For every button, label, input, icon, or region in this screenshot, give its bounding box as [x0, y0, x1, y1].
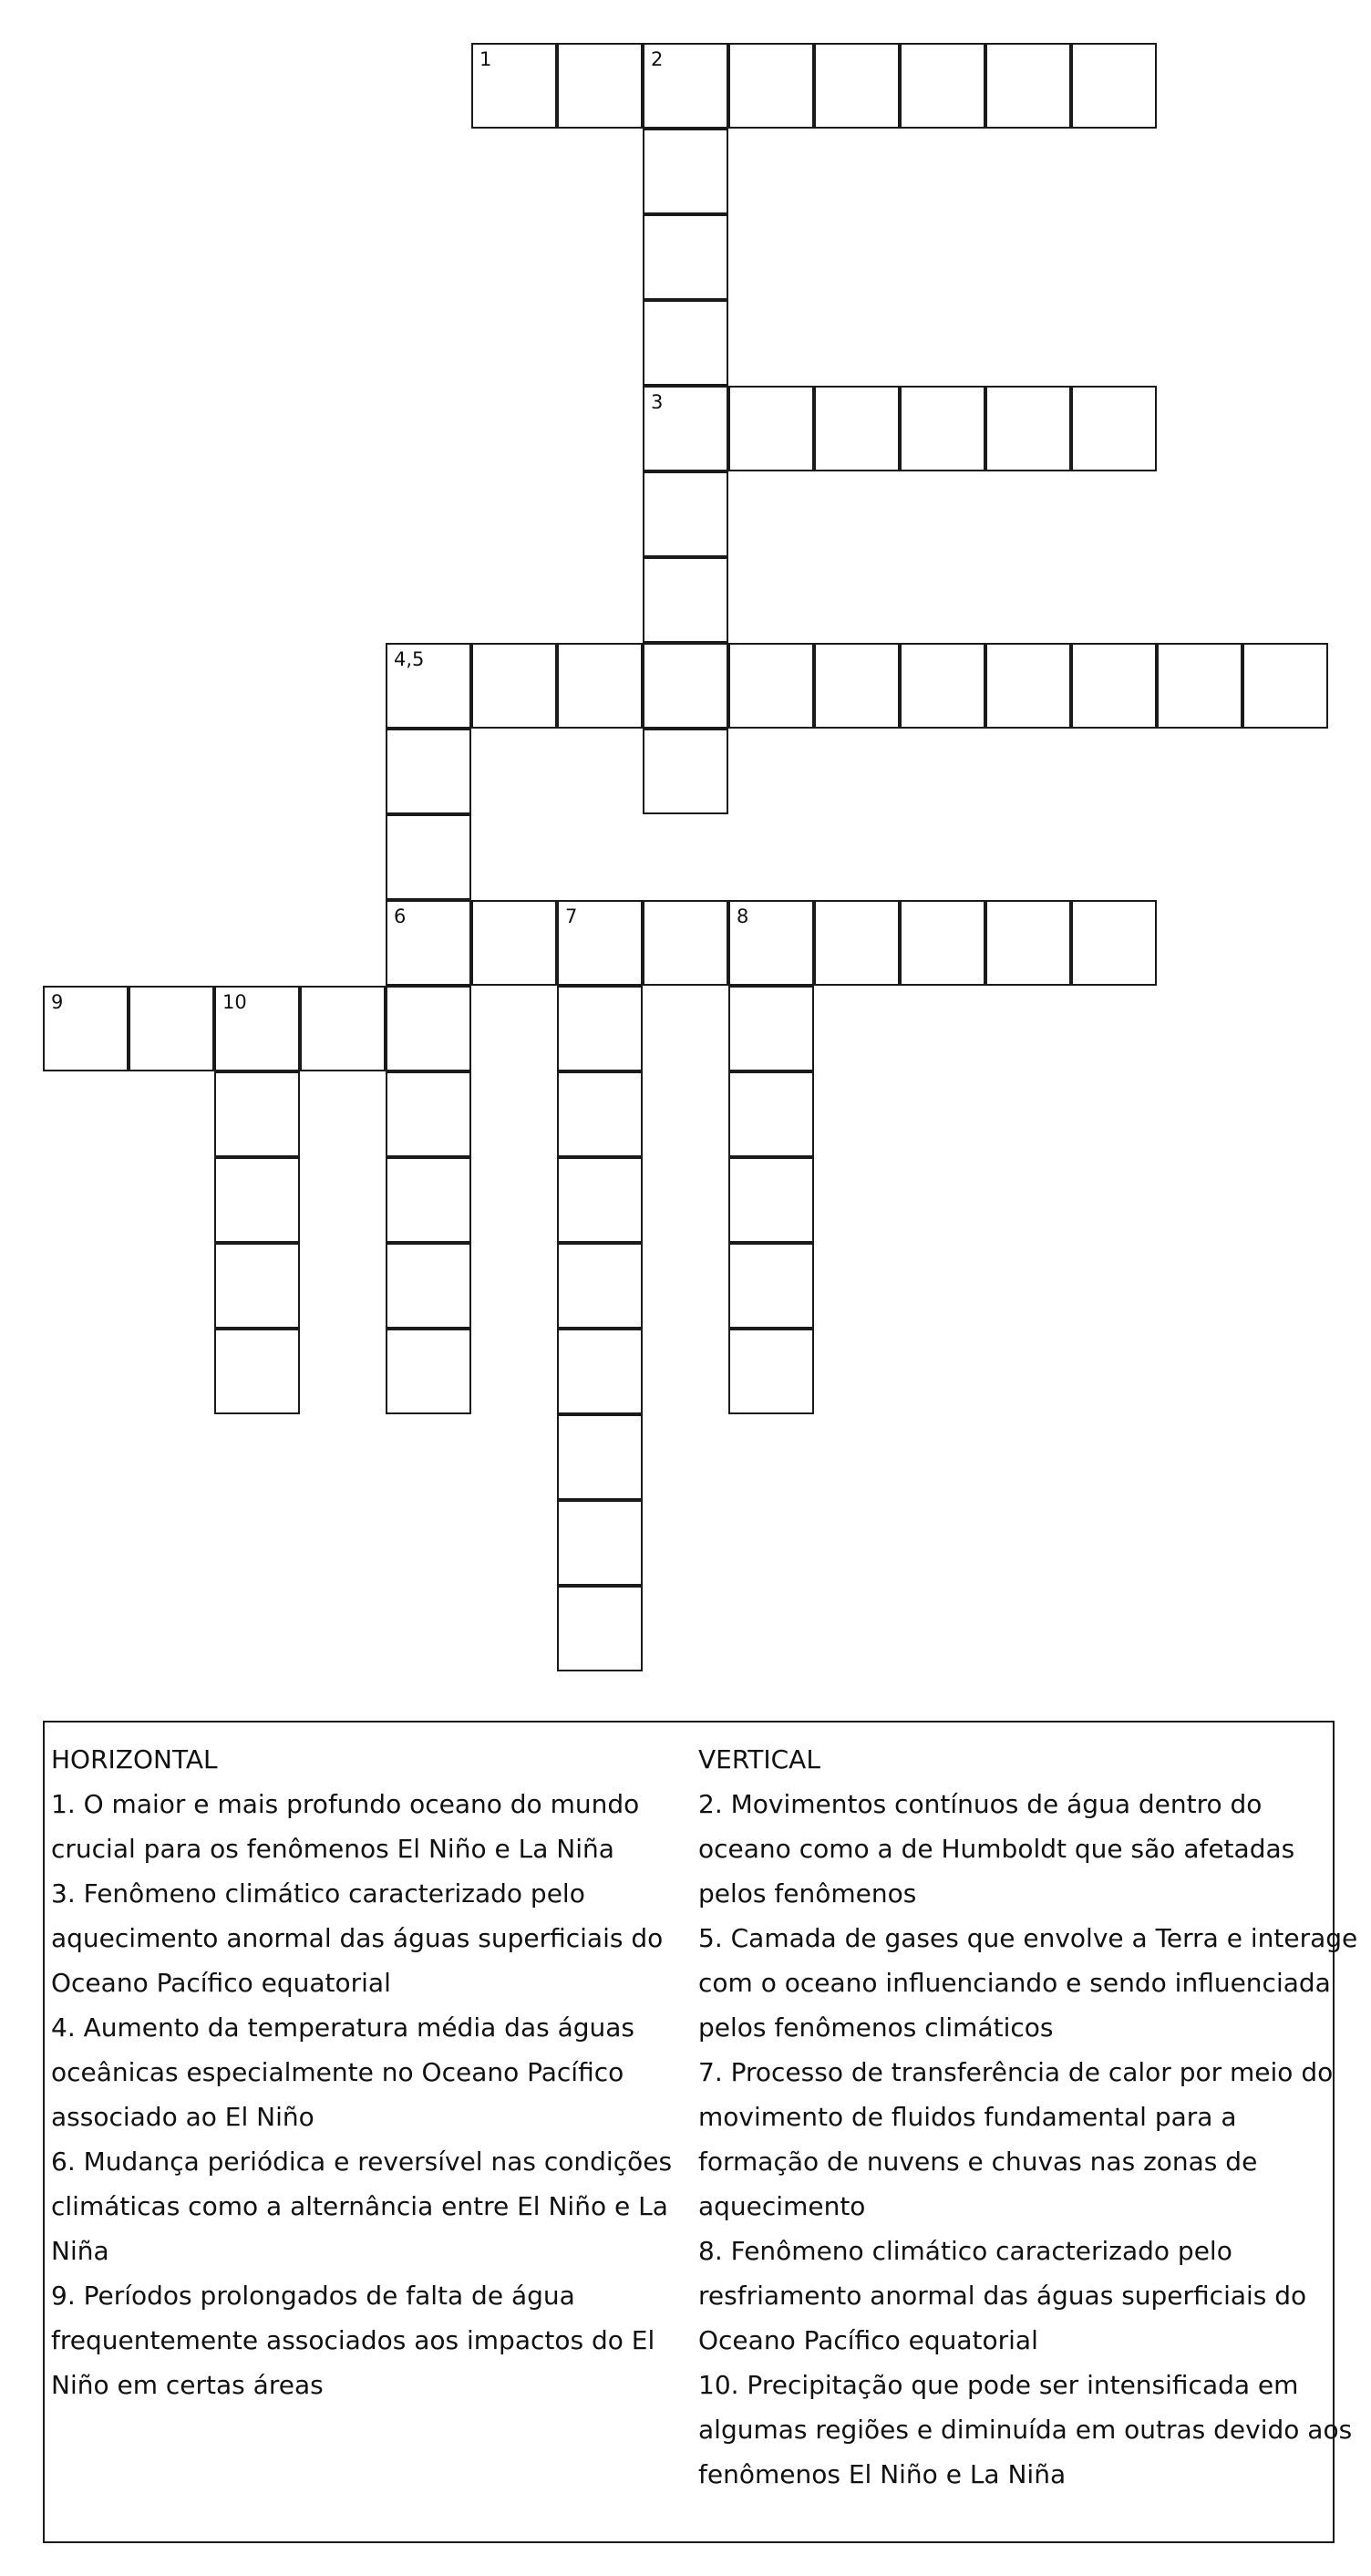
crossword-cell[interactable]	[643, 643, 728, 729]
crossword-cell[interactable]	[386, 1071, 471, 1157]
crossword-cell[interactable]	[1071, 386, 1157, 471]
vertical-clue-line: Oceano Pacífico equatorial	[698, 2325, 1038, 2355]
vertical-clue-line: algumas regiões e diminuída em outras devido aos	[698, 2415, 1353, 2445]
crossword-cell[interactable]	[643, 900, 728, 986]
crossword-cell[interactable]	[214, 1243, 300, 1329]
horizontal-clue-line: Oceano Pacífico equatorial	[51, 1968, 391, 1998]
crossword-cell[interactable]	[1242, 643, 1328, 729]
crossword-cell[interactable]	[728, 643, 814, 729]
crossword-cell[interactable]	[1071, 900, 1157, 986]
crossword-cell[interactable]	[643, 214, 728, 300]
crossword-cell-6[interactable]	[386, 900, 471, 986]
crossword-cell[interactable]	[557, 1586, 643, 1671]
horizontal-clue-line: oceânicas especialmente no Oceano Pacífico	[51, 2057, 624, 2087]
horizontal-clue-line: associado ao El Niño	[51, 2102, 314, 2132]
crossword-cell[interactable]	[985, 643, 1071, 729]
crossword-cell[interactable]	[728, 986, 814, 1071]
vertical-clue-line: pelos fenômenos climáticos	[698, 2012, 1054, 2043]
vertical-clue-line: 10. Precipitação que pode ser intensificada em	[698, 2370, 1299, 2400]
vertical-clue-line: 8. Fenômeno climático caracterizado pelo	[698, 2236, 1232, 2266]
crossword-cell[interactable]	[386, 1329, 471, 1414]
crossword-cell[interactable]	[643, 300, 728, 386]
clue-number: 2	[651, 48, 664, 70]
crossword-cell[interactable]	[557, 986, 643, 1071]
crossword-cell[interactable]	[814, 386, 900, 471]
crossword-cell[interactable]	[557, 1243, 643, 1329]
crossword-cell[interactable]	[557, 1414, 643, 1500]
crossword-cell[interactable]	[728, 43, 814, 129]
crossword-cell[interactable]	[557, 1500, 643, 1586]
vertical-clue-line: fenômenos El Niño e La Niña	[698, 2459, 1067, 2489]
crossword-cell-10[interactable]	[214, 986, 300, 1071]
vertical-clue-line: 5. Camada de gases que envolve a Terra e interage	[698, 1923, 1358, 1953]
crossword-cell[interactable]	[471, 900, 557, 986]
crossword-cell[interactable]	[900, 43, 985, 129]
crossword-cell[interactable]	[900, 900, 985, 986]
crossword-cell[interactable]	[557, 43, 643, 129]
crossword-cell-2[interactable]	[643, 43, 728, 129]
horizontal-clue-line: Niño em certas áreas	[51, 2370, 324, 2400]
crossword-cell[interactable]	[814, 900, 900, 986]
clue-number: 8	[737, 905, 749, 927]
crossword-cell-4-5[interactable]	[386, 643, 471, 729]
crossword-cell[interactable]	[643, 557, 728, 643]
horizontal-title: HORIZONTAL	[51, 1744, 218, 1774]
crossword-cell[interactable]	[728, 1329, 814, 1414]
horizontal-clue-line: 3. Fenômeno climático caracterizado pelo	[51, 1878, 585, 1909]
vertical-clue-line: formação de nuvens e chuvas nas zonas de	[698, 2147, 1258, 2177]
crossword-cell[interactable]	[900, 386, 985, 471]
crossword-cell[interactable]	[386, 1243, 471, 1329]
vertical-clues	[698, 1737, 1358, 2497]
crossword-cell-7[interactable]	[557, 900, 643, 986]
crossword-cell[interactable]	[985, 900, 1071, 986]
clue-number: 1	[479, 48, 492, 70]
vertical-clue-line: resfriamento anormal das águas superficiais do	[698, 2281, 1307, 2311]
horizontal-clue-line: 9. Períodos prolongados de falta de água	[51, 2281, 575, 2311]
clue-number: 7	[565, 905, 578, 927]
vertical-clue-line: movimento de fluidos fundamental para a	[698, 2102, 1237, 2132]
clue-number: 3	[651, 391, 664, 413]
crossword-cell[interactable]	[728, 1157, 814, 1243]
vertical-title: VERTICAL	[698, 1744, 820, 1774]
crossword-cell[interactable]	[386, 814, 471, 900]
crossword-cell[interactable]	[557, 1071, 643, 1157]
crossword-cell[interactable]	[214, 1329, 300, 1414]
crossword-cell[interactable]	[814, 643, 900, 729]
horizontal-clue-line: crucial para os fenômenos El Niño e La Niña	[51, 1834, 614, 1864]
crossword-cell[interactable]	[900, 643, 985, 729]
crossword-cell[interactable]	[1071, 643, 1157, 729]
horizontal-clue-line: aquecimento anormal das águas superficiais do	[51, 1923, 664, 1953]
crossword-cell[interactable]	[386, 729, 471, 814]
crossword-cell[interactable]	[471, 643, 557, 729]
crossword-cell-8[interactable]	[728, 900, 814, 986]
crossword-cell[interactable]	[386, 1157, 471, 1243]
vertical-clue-line: com o oceano influenciando e sendo influenciada	[698, 1968, 1331, 1998]
crossword-cell[interactable]	[214, 1071, 300, 1157]
crossword-cell[interactable]	[557, 1329, 643, 1414]
horizontal-clue-line: climáticas como a alternância entre El Niño e La	[51, 2191, 668, 2221]
clue-number: 10	[222, 991, 247, 1013]
crossword-cell[interactable]	[386, 986, 471, 1071]
crossword-cell[interactable]	[643, 471, 728, 557]
clues-box	[43, 1721, 1358, 2543]
horizontal-clue-line: 6. Mudança periódica e reversível nas condições	[51, 2147, 673, 2177]
horizontal-clue-line: 4. Aumento da temperatura média das águas	[51, 2012, 635, 2043]
crossword-cell[interactable]	[300, 986, 386, 1071]
crossword-cell[interactable]	[557, 643, 643, 729]
crossword-cell[interactable]	[214, 1157, 300, 1243]
crossword-cell[interactable]	[985, 43, 1071, 129]
crossword-cell[interactable]	[643, 729, 728, 814]
crossword-cell[interactable]	[1157, 643, 1242, 729]
horizontal-clues	[51, 1737, 689, 2407]
crossword-cell[interactable]	[814, 43, 900, 129]
horizontal-clue-line: 1. O maior e mais profundo oceano do mundo	[51, 1789, 640, 1819]
vertical-clue-line: 7. Processo de transferência de calor por meio do	[698, 2057, 1334, 2087]
crossword-cell[interactable]	[728, 1071, 814, 1157]
crossword-cell-9[interactable]	[43, 986, 129, 1071]
crossword-cell[interactable]	[728, 386, 814, 471]
crossword-cell-3[interactable]	[643, 386, 728, 471]
clue-number: 6	[394, 905, 407, 927]
clue-number: 9	[51, 991, 64, 1013]
horizontal-clue-line: frequentemente associados aos impactos do El	[51, 2325, 655, 2355]
vertical-clue-line: oceano como a de Humboldt que são afetadas	[698, 1834, 1295, 1864]
crossword-cell[interactable]	[129, 986, 214, 1071]
crossword-cell[interactable]	[557, 1157, 643, 1243]
vertical-clue-line: pelos fenômenos	[698, 1878, 917, 1909]
vertical-clue-line: aquecimento	[698, 2191, 866, 2221]
crossword-cell[interactable]	[728, 1243, 814, 1329]
vertical-clue-line: 2. Movimentos contínuos de água dentro do	[698, 1789, 1263, 1819]
horizontal-clue-line: Niña	[51, 2236, 109, 2266]
clue-number: 4,5	[394, 648, 425, 670]
crossword-cell[interactable]	[643, 129, 728, 214]
crossword-cell[interactable]	[985, 386, 1071, 471]
crossword-cell[interactable]	[1071, 43, 1157, 129]
crossword-cell-1[interactable]	[471, 43, 557, 129]
